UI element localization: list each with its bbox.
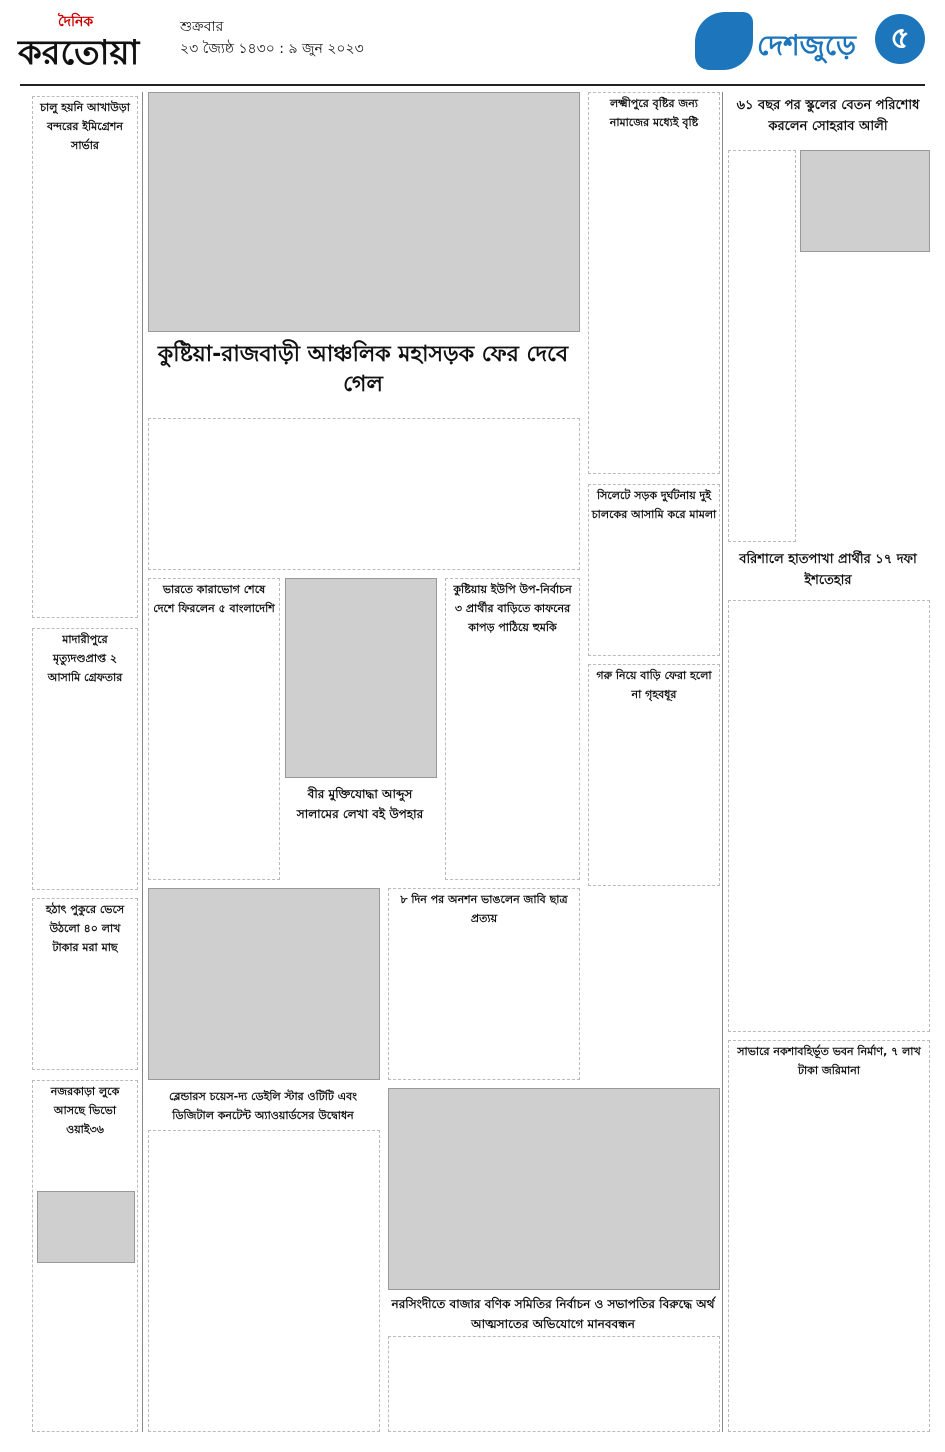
lakshmipur-story: [588, 92, 720, 474]
salam-book-headline: বীর মুক্তিযোদ্ধা আব্দুস সালামের লেখা বই উপহার: [296, 787, 424, 821]
page-number: ৫: [875, 14, 925, 64]
masthead: [0, 0, 945, 82]
nazarkara-headline: নজরকাড়া লুকে আসছে ভিভো ওয়াই৩৬: [50, 1085, 120, 1136]
lead-headline: কুষ্টিয়া-রাজবাড়ী আঞ্চলিক মহাসড়ক ফের দেবে গেল: [157, 342, 569, 397]
newspaper-logo: [18, 10, 158, 73]
book-gift-photo: [285, 578, 437, 778]
school-salary-headline: ৬১ বছর পর স্কুলের বেতন পরিশোধ করলেন সোহরাব আলী: [736, 98, 920, 134]
lead-story: [148, 418, 580, 570]
lakshmipur-headline: লক্ষ্মীপুরে বৃষ্টির জন্য নামাজের মধ্যেই বৃষ্টি: [609, 97, 699, 129]
bangladesh-map-icon: [695, 12, 753, 70]
column-rule: [142, 92, 143, 1432]
nazarkara-story: [32, 1080, 138, 1432]
issue-weekday: শুক্রবার: [180, 19, 224, 35]
narsingdi-story: [388, 1336, 720, 1432]
narsingdi-headline: নরসিংদীতে বাজার বণিক সমিতির নির্বাচন ও সভাপতির বিরুদ্ধে অর্থ আত্মসাতের অভিযোগে মানববন্ধন: [391, 1297, 715, 1331]
port-headline: চালু হয়নি আখাউড়া বন্দরের ইমিগ্রেশন সার্ভার: [40, 101, 130, 152]
madaripur-headline: মাদারীপুরে মৃত্যুদণ্ডপ্রাপ্ত ২ আসামি গ্রেফতার: [47, 633, 123, 684]
student-story: [388, 888, 580, 1080]
road-photo: [148, 92, 580, 332]
sylhet-story: [588, 484, 720, 656]
sohrab-photo: [800, 150, 930, 252]
fish-story: [32, 898, 138, 1070]
student-headline: ৮ দিন পর অনশন ভাঙলেন জাবি ছাত্র প্রত্যয়: [400, 893, 568, 925]
paper-name: করতোয়া: [18, 33, 140, 73]
issue-date: ২৩ জ্যৈষ্ঠ ১৪৩০ : ৯ জুন ২০২৩: [180, 41, 364, 57]
ott-event-photo: [148, 888, 380, 1080]
barishal-story: [728, 600, 930, 1032]
india-headline: ভারতে কারাভোগ শেষে দেশে ফিরলেন ৫ বাংলাদেশি: [153, 583, 275, 615]
issue-date-block: [180, 16, 364, 60]
savar-story: [728, 1040, 930, 1432]
barishal-headline: বরিশালে হাতপাখা প্রার্থীর ১৭ দফা ইশতেহার: [739, 552, 917, 588]
sylhet-headline: সিলেটে সড়ক দুর্ঘটনায় দুই চালকের আসামি করে মামলা: [591, 489, 717, 521]
masthead-rule: [20, 84, 925, 86]
paper-prefix: দৈনিক: [58, 14, 94, 30]
column-rule: [722, 92, 723, 1432]
madaripur-story: [32, 628, 138, 890]
savar-headline: সাভারে নকশাবহির্ভূত ভবন নির্মাণ, ৭ লাখ টাকা জরিমানা: [737, 1045, 921, 1077]
kushtia-story: [445, 578, 580, 880]
protest-photo: [388, 1088, 720, 1290]
section-name: দেশজুড়ে: [757, 29, 856, 62]
phone-ad-image: [37, 1191, 135, 1263]
india-story: [148, 578, 280, 880]
cow-headline: গরু নিয়ে বাড়ি ফেরা হলো না গৃহবধূর: [596, 669, 712, 701]
ott-headline: ব্লেন্ডারস চয়েস-দ্য ডেইলি স্টার ওটিটি এবং ডিজিটাল কনটেন্ট অ্যাওয়ার্ডসের উদ্বোধন: [169, 1090, 357, 1122]
port-story: [32, 96, 138, 618]
fish-headline: হঠাৎ পুকুরে ভেসে উঠলো ৪০ লাখ টাকার মরা মাছ: [45, 903, 125, 954]
cow-story: [588, 664, 720, 886]
school-salary-story: [728, 150, 796, 542]
ott-story: [148, 1130, 380, 1432]
section-header: [695, 12, 925, 70]
kushtia-headline: কুষ্টিয়ায় ইউপি উপ-নির্বাচন ৩ প্রার্থীর বাড়িতে কাফনের কাপড় পাঠিয়ে হুমকি: [453, 583, 572, 634]
